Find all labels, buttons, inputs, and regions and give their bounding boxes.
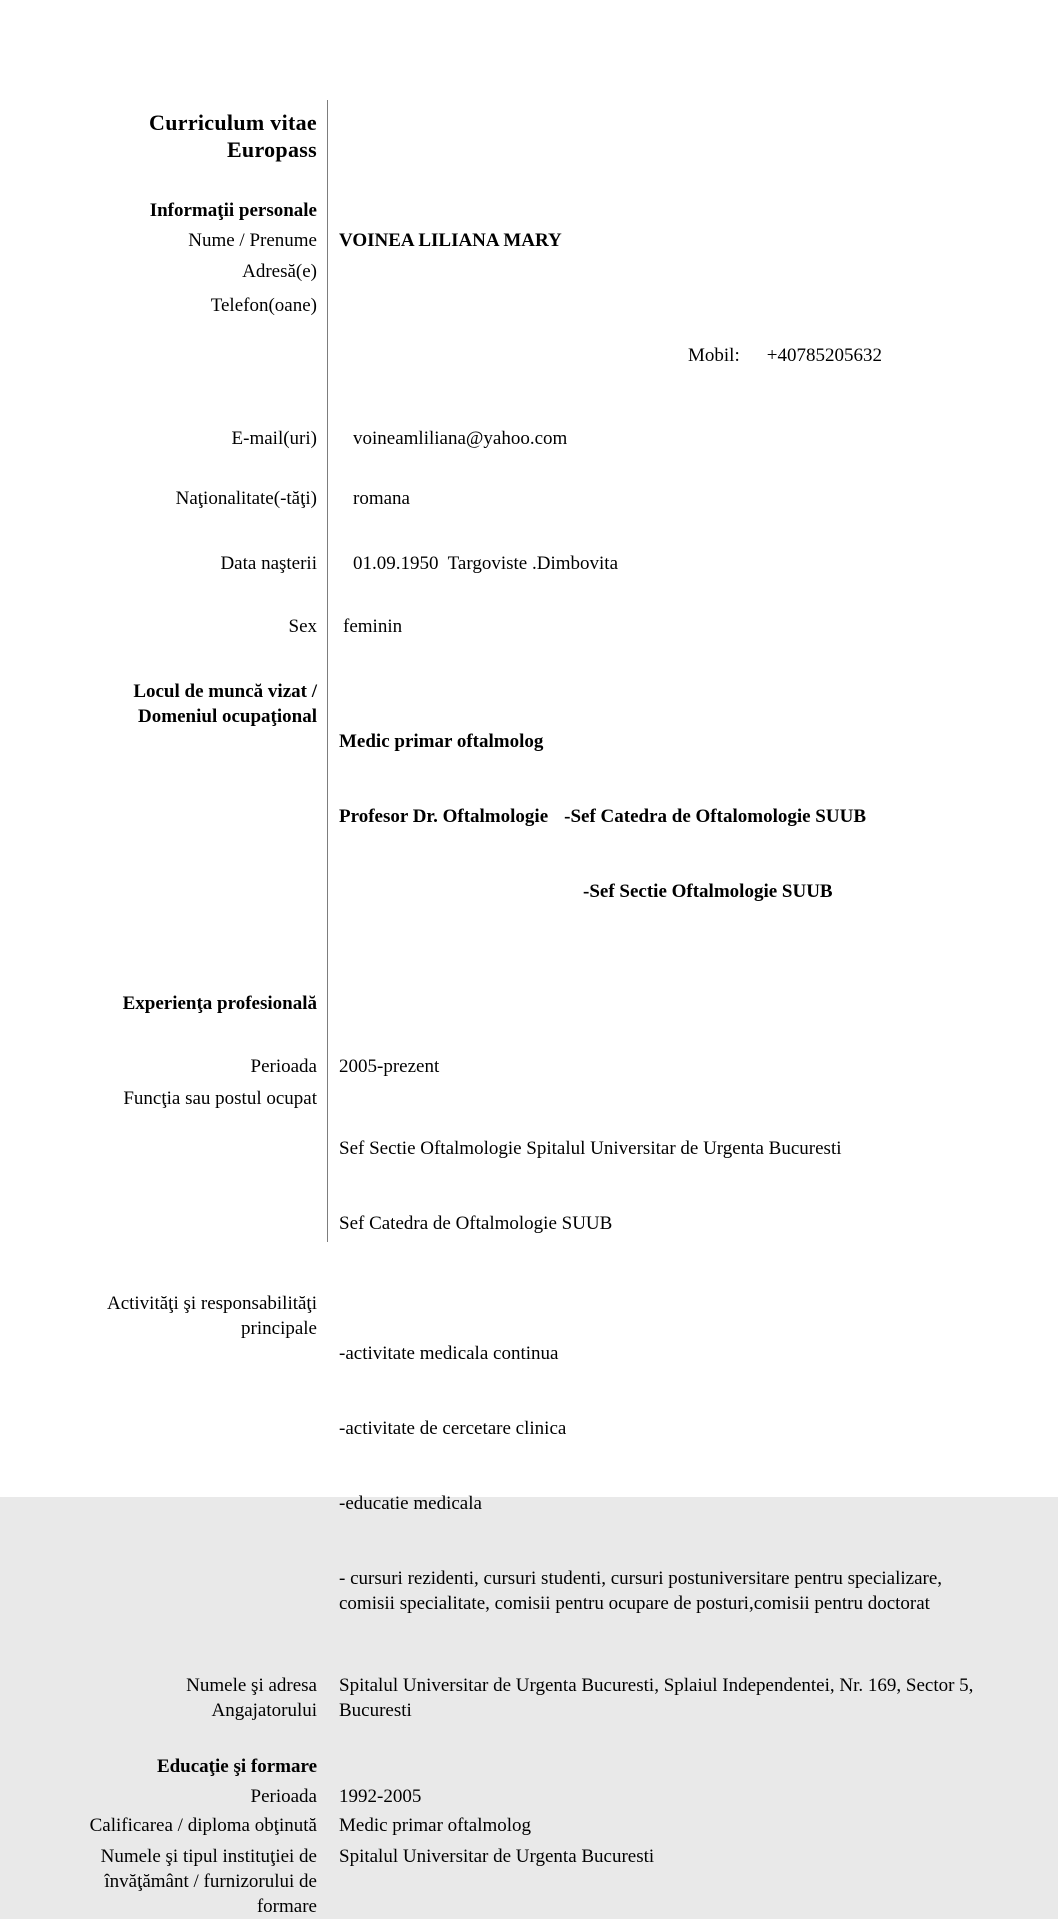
qualification-value: Medic primar oftalmolog xyxy=(339,1815,532,1836)
document-title-line2: Europass xyxy=(226,137,317,162)
experience-period-value: 2005-prezent xyxy=(339,1056,440,1077)
job-target-line2-left: Profesor Dr. Oftalmologie xyxy=(339,806,549,827)
name-value: VOINEA LILIANA MARY xyxy=(339,230,562,251)
experience-period-label: Perioada xyxy=(250,1056,317,1077)
job-target-line1: Medic primar oftalmolog xyxy=(339,731,544,752)
job-target-label xyxy=(0,679,327,729)
row-title xyxy=(0,109,1058,163)
position-line2: Sef Catedra de Oftalmologie SUUB xyxy=(339,1213,613,1234)
job-target-line3: -Sef Sectie Oftalmologie SUUB xyxy=(583,881,833,902)
position-label: Funcţia sau postul ocupat xyxy=(123,1088,317,1109)
mobile-phone xyxy=(688,343,1058,368)
row-personal-heading xyxy=(0,198,1058,223)
job-target-line2-right: -Sef Catedra de Oftalomologie SUUB xyxy=(564,806,866,827)
section-heading-personal: Informaţii personale xyxy=(149,200,317,221)
education-period-value: 1992-2005 xyxy=(339,1786,422,1807)
row-experience-heading xyxy=(0,991,1058,1016)
mobile-number: +40785205632 xyxy=(766,345,882,366)
row-name xyxy=(0,228,1058,253)
job-target-label-line2: Domeniul ocupaţional xyxy=(138,706,317,727)
section-heading-experience: Experienţa profesională xyxy=(122,993,317,1014)
activities-label-line1: Activităţi şi responsabilităţi xyxy=(106,1293,317,1314)
institution-label-line3: formare xyxy=(256,1896,317,1917)
qualification-label: Calificarea / diploma obţinută xyxy=(89,1815,317,1836)
row-email xyxy=(0,426,1058,451)
job-target-line2 xyxy=(339,804,1058,829)
name-label: Nume / Prenume xyxy=(188,230,317,251)
sex-value: feminin xyxy=(343,616,403,637)
row-education-period xyxy=(0,1784,1058,1809)
nationality-value: romana xyxy=(353,488,410,509)
activities-value xyxy=(327,1291,987,1666)
row-institution xyxy=(0,1844,1058,1919)
section-heading-education: Educaţie şi formare xyxy=(156,1756,317,1777)
birth-date-value: 01.09.1950 Targoviste .Dimbovita xyxy=(353,553,619,574)
row-sex xyxy=(0,614,1058,639)
column-divider-line xyxy=(327,100,328,1242)
employer-label-line1: Numele şi adresa xyxy=(186,1675,317,1696)
birth-date-label: Data naşterii xyxy=(220,553,317,574)
activity-item: -activitate de cercetare clinica xyxy=(339,1418,567,1439)
institution-label-line2: învăţământ / furnizorului de xyxy=(104,1871,317,1892)
activities-label-line2: principale xyxy=(241,1318,317,1339)
nationality-label: Naţionalitate(-tăţi) xyxy=(175,488,317,509)
row-experience-period xyxy=(0,1054,1058,1079)
position-line1: Sef Sectie Oftalmologie Spitalul Universitar de Urgenta Bucuresti xyxy=(339,1138,842,1159)
email-label: E-mail(uri) xyxy=(231,428,317,449)
employer-value: Spitalul Universitar de Urgenta Bucuresti, Splaiul Independentei, Nr. 169, Sector 5, Bucuresti xyxy=(339,1675,979,1721)
phone-label: Telefon(oane) xyxy=(210,295,317,316)
sex-label: Sex xyxy=(288,616,317,637)
activity-item: - cursuri rezidenti, cursuri studenti, cursuri postuniversitare pentru specializare, comisii specialitate, comisii pentru ocupare de posturi,comisii pentru doctorat xyxy=(339,1568,947,1614)
row-birth-date xyxy=(0,551,1058,576)
institution-label xyxy=(0,1844,327,1919)
activity-item: -activitate medicala continua xyxy=(339,1343,559,1364)
document-title xyxy=(0,109,327,163)
address-label: Adresă(e) xyxy=(242,261,317,282)
employer-label xyxy=(0,1673,327,1723)
education-period-label: Perioada xyxy=(250,1786,317,1807)
mobile-label: Mobil: xyxy=(688,345,740,366)
institution-label-line1: Numele şi tipul instituţiei de xyxy=(100,1846,317,1867)
row-phone xyxy=(0,293,1058,418)
phone-value-cell xyxy=(327,293,1058,418)
job-target-label-line1: Locul de muncă vizat / xyxy=(133,681,317,702)
employer-label-line2: Angajatorului xyxy=(211,1700,317,1721)
row-qualification xyxy=(0,1813,1058,1838)
activities-label xyxy=(0,1291,327,1341)
email-value: voineamliliana@yahoo.com xyxy=(353,428,568,449)
row-job-target xyxy=(0,679,1058,954)
row-address xyxy=(0,259,1058,284)
document-title-line1: Curriculum vitae xyxy=(149,110,317,135)
position-value xyxy=(327,1086,1058,1286)
activity-item: -educatie medicala xyxy=(339,1493,482,1514)
row-employer xyxy=(0,1673,1058,1723)
institution-value: Spitalul Universitar de Urgenta Bucuresti xyxy=(339,1846,655,1867)
row-activities xyxy=(0,1291,1058,1666)
row-position xyxy=(0,1086,1058,1286)
job-target-value xyxy=(327,679,1058,954)
row-education-heading xyxy=(0,1754,1058,1779)
row-nationality xyxy=(0,486,1058,511)
